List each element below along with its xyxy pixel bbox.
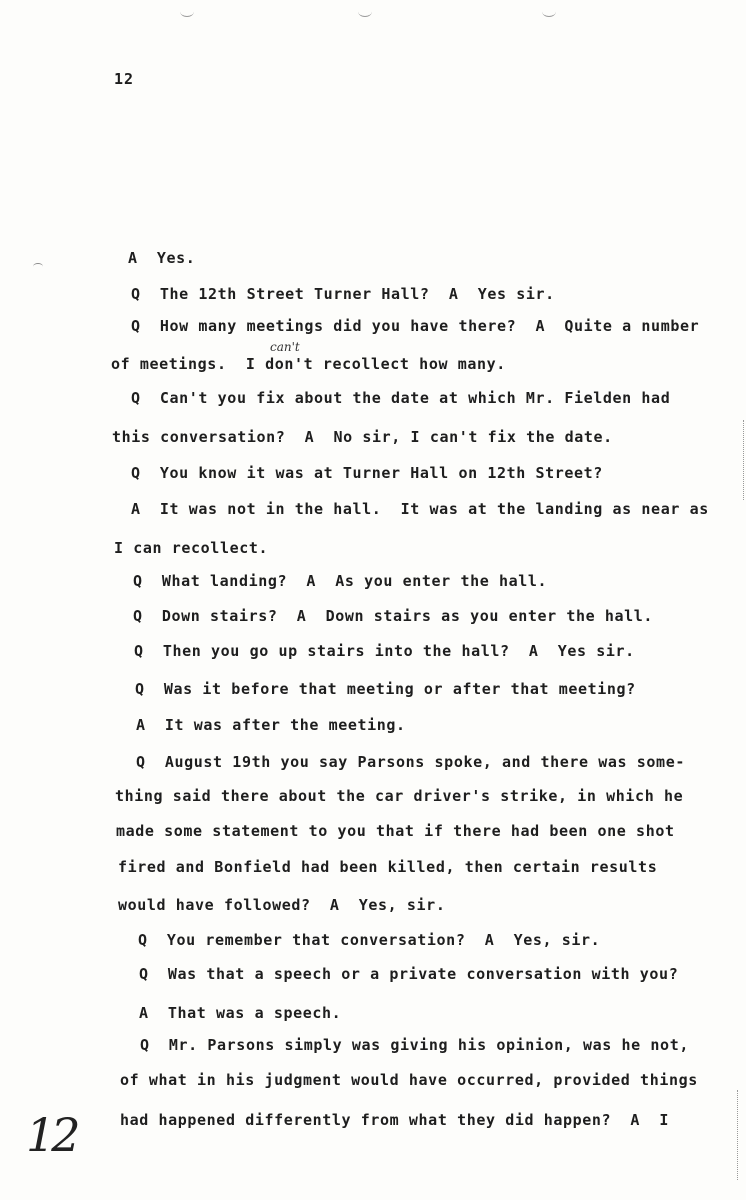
transcript-line: A It was after the meeting. [136,716,406,734]
transcript-line: made some statement to you that if there had been one shot [116,822,675,840]
transcript-line: A That was a speech. [139,1004,342,1022]
transcript-line: A It was not in the hall. It was at the landing as near as [131,500,709,518]
handwritten-page-number: 12 [26,1108,77,1162]
transcript-line: Q Can't you fix about the date at which Mr. Fielden had [131,389,671,407]
transcript-line: had happened differently from what they did happen? A I [120,1111,669,1129]
transcript-line: Q Mr. Parsons simply was giving his opinion, was he not, [140,1036,689,1054]
transcript-line: I can recollect. [114,539,269,557]
page-number: 12 [114,70,135,88]
transcript-line: Q Down stairs? A Down stairs as you enter the hall. [133,607,654,625]
transcript-line: of what in his judgment would have occurred, provided things [120,1071,698,1089]
transcript-line: Q The 12th Street Turner Hall? A Yes sir. [131,285,555,303]
transcript-line: Q Was that a speech or a private conversation with you? [139,965,679,983]
transcript-line: Q What landing? A As you enter the hall. [133,572,548,590]
transcript-line: thing said there about the car driver's strike, in which he [115,787,684,805]
transcript-line: of meetings. I don't recollect how many. [111,355,506,373]
transcript-line: this conversation? A No sir, I can't fix the date. [112,428,613,446]
transcript-line: Q Was it before that meeting or after that meeting? [135,680,636,698]
handwritten-correction: can't [270,340,300,354]
transcript-line: Q August 19th you say Parsons spoke, and there was some- [136,753,685,771]
transcript-line: Q How many meetings did you have there? A Quite a number [131,317,700,335]
transcript-line: Q Then you go up stairs into the hall? A Yes sir. [134,642,635,660]
transcript-line: A Yes. [128,249,196,267]
transcript-line: Q You remember that conversation? A Yes, sir. [138,931,601,949]
transcript-line: Q You know it was at Turner Hall on 12th Street? [131,464,603,482]
transcript-line: fired and Bonfield had been killed, then certain results [118,858,658,876]
transcript-line: would have followed? A Yes, sir. [118,896,446,914]
